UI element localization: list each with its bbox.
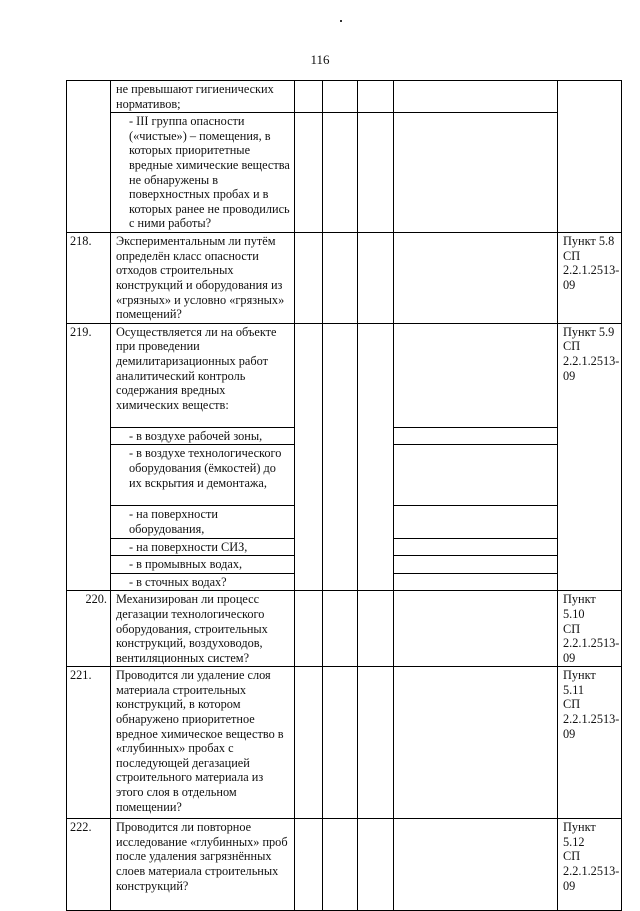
question-cell: Проводится ли удаление слоя материала строительных конструкций, в котором обнаружено приоритетное вредное химическое вещество в «глубинных» пробах с последующей дегазацией строительного материала из этого слоя в отдельном помещении? — [111, 667, 295, 819]
note-cell[interactable] — [394, 591, 558, 667]
question-cell: Осуществляется ли на объекте при проведении демилитаризационных работ аналитический контроль содержания вредных химических веществ: — [111, 323, 295, 427]
table-row — [67, 591, 622, 667]
item-number — [67, 81, 111, 233]
reference-cell — [558, 323, 622, 591]
reference-document: СП 2.2.1.2513-09 — [563, 339, 620, 383]
answer-yes-cell[interactable] — [295, 81, 323, 113]
reference-clause: Пункт 5.9 — [563, 324, 615, 339]
item-number: 218. — [67, 233, 111, 324]
answer-yes-cell[interactable] — [295, 819, 323, 911]
note-cell[interactable] — [394, 573, 558, 591]
note-cell[interactable] — [394, 233, 558, 324]
question-cell: - в промывных водах, — [111, 556, 295, 574]
answer-no-cell[interactable] — [323, 233, 358, 324]
speck-mark — [340, 20, 342, 22]
answer-yes-cell[interactable] — [295, 591, 323, 667]
note-cell[interactable] — [394, 113, 558, 233]
table-row — [67, 113, 622, 233]
table-row — [67, 323, 622, 427]
reference-cell — [558, 81, 622, 233]
reference-document: СП 2.2.1.2513-09 — [563, 248, 620, 292]
reference-clause: Пункт 5.10 — [563, 592, 596, 621]
question-cell: - в сточных водах? — [111, 573, 295, 591]
note-cell[interactable] — [394, 667, 558, 819]
reference-cell — [558, 819, 622, 911]
answer-yes-cell[interactable] — [295, 113, 323, 233]
table-row — [67, 81, 622, 113]
question-cell: - в воздухе технологического оборудования (ёмкостей) до их вскрытия и демонтажа, — [111, 445, 295, 506]
answer-no-cell[interactable] — [323, 81, 358, 113]
reference-cell — [558, 591, 622, 667]
answer-na-cell[interactable] — [358, 323, 394, 591]
page-number: 116 — [310, 52, 330, 67]
answer-na-cell[interactable] — [358, 81, 394, 113]
answer-yes-cell[interactable] — [295, 323, 323, 591]
table-row — [67, 667, 622, 819]
reference-clause: Пункт 5.12 — [563, 820, 596, 849]
item-number: 221. — [67, 667, 111, 819]
reference-document: СП 2.2.1.2513-09 — [563, 697, 620, 741]
note-cell[interactable] — [394, 556, 558, 574]
answer-no-cell[interactable] — [323, 113, 358, 233]
note-cell[interactable] — [394, 81, 558, 113]
answer-na-cell[interactable] — [358, 113, 394, 233]
answer-yes-cell[interactable] — [295, 667, 323, 819]
answer-yes-cell[interactable] — [295, 233, 323, 324]
question-cell: - на поверхности СИЗ, — [111, 538, 295, 556]
question-cell: Механизирован ли процесс дегазации технологического оборудования, строительных конструкций, воздуховодов, вентиляционных систем? — [111, 591, 295, 667]
note-cell[interactable] — [394, 445, 558, 506]
table-row — [67, 233, 622, 324]
note-cell[interactable] — [394, 323, 558, 427]
answer-na-cell[interactable] — [358, 819, 394, 911]
question-cell: - в воздухе рабочей зоны, — [111, 427, 295, 445]
question-cell: не превышают гигиенических нормативов; — [111, 81, 295, 113]
note-cell[interactable] — [394, 506, 558, 538]
reference-cell — [558, 667, 622, 819]
table-row — [67, 819, 622, 911]
checklist-table — [66, 80, 622, 911]
reference-document: СП 2.2.1.2513-09 — [563, 621, 620, 665]
answer-no-cell[interactable] — [323, 323, 358, 591]
item-number: 220. — [67, 591, 111, 667]
question-cell: Проводится ли повторное исследование «глубинных» проб после удаления загрязнённых слоев материала строительных конструкций? — [111, 819, 295, 911]
question-cell: Экспериментальным ли путём определён класс опасности отходов строительных конструкций и оборудования из «грязных» и условно «грязных» помещений? — [111, 233, 295, 324]
answer-no-cell[interactable] — [323, 667, 358, 819]
question-cell: - III группа опасности («чистые») – помещения, в которых приоритетные вредные химические вещества не обнаружены в поверхностных пробах и в которых ранее не проводились с ними работы? — [111, 113, 295, 233]
note-cell[interactable] — [394, 819, 558, 911]
item-number: 222. — [67, 819, 111, 911]
note-cell[interactable] — [394, 538, 558, 556]
reference-clause: Пункт 5.8 — [563, 234, 615, 249]
answer-na-cell[interactable] — [358, 667, 394, 819]
question-cell: - на поверхности оборудования, — [111, 506, 295, 538]
note-cell[interactable] — [394, 427, 558, 445]
reference-document: СП 2.2.1.2513-09 — [563, 849, 620, 893]
item-number: 219. — [67, 323, 111, 591]
answer-no-cell[interactable] — [323, 819, 358, 911]
answer-no-cell[interactable] — [323, 591, 358, 667]
reference-cell — [558, 233, 622, 324]
reference-clause: Пункт 5.11 — [563, 668, 596, 697]
answer-na-cell[interactable] — [358, 233, 394, 324]
answer-na-cell[interactable] — [358, 591, 394, 667]
